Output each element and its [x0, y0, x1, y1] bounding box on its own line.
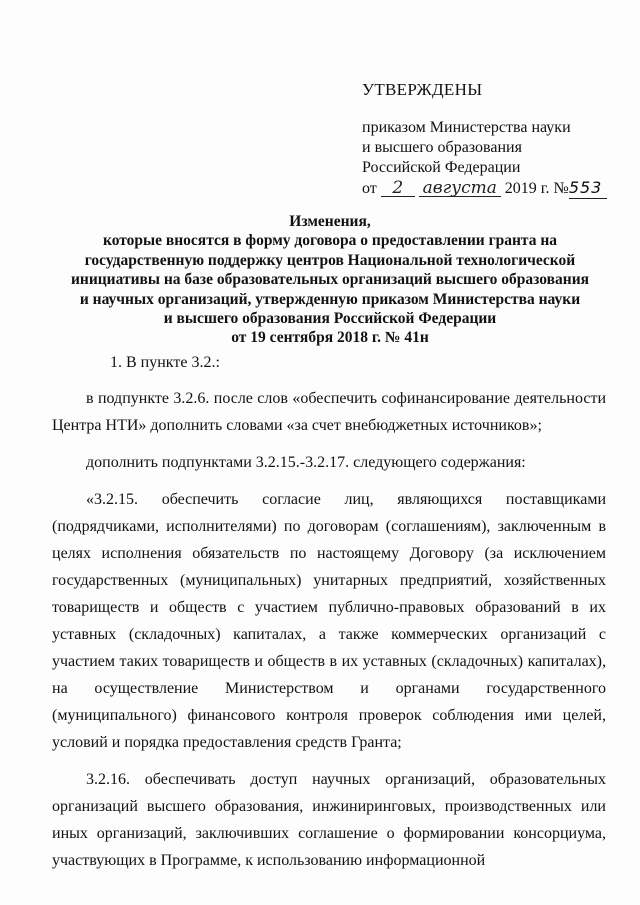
- approval-date-prefix: от: [362, 180, 377, 197]
- heading-line-7: от 19 сентября 2018 г. № 41н: [231, 329, 429, 347]
- heading-line-4: инициативы на базе образовательных организаций высшего образования: [70, 271, 590, 289]
- paragraph-subclause-3-2-6: в подпункте 3.2.6. после слов «обеспечить софинансирование деятельности Центра НТИ» дополнить словами «за счет внебюджетных источников»;: [52, 390, 606, 434]
- approval-stamp: [362, 80, 612, 199]
- document-body: [52, 349, 606, 874]
- approval-date-line: [362, 178, 612, 199]
- paragraph-subclause-3-2-15: «3.2.15. обеспечить согласие лиц, являющихся поставщиками (подрядчиками, исполнителями) по договорам (соглашениям), заключенным в целях исполнения обязательств по настоящему Договору (за исключением государственных (муниципальных) унитарных предприятий, хозяйственных товариществ и обществ с участием публично-правовых образований в их уставных (складочных) капиталах, а также коммерческих организаций с участием таких товариществ и обществ в их уставных (складочных) капиталах), на осуществление Министерством и органами государственного (муниципального) финансового контроля проверок соблюдения ими целей, условий и порядка предоставления средств Гранта;: [52, 491, 606, 751]
- list-item-1: 1. В пункте 3.2.:: [110, 354, 220, 371]
- paragraph-add-subclauses: дополнить подпунктами 3.2.15.-3.2.17. следующего содержания:: [86, 454, 526, 471]
- approval-line-3: Российской Федерации: [362, 159, 521, 176]
- approval-line-2: и высшего образования: [362, 139, 522, 156]
- heading-line-5: и научных организаций, утвержденную приказом Министерства науки: [79, 290, 581, 308]
- heading-line-3: государственную поддержку центров Национальной технологической: [84, 251, 576, 269]
- approval-number-handwritten: 553: [569, 178, 607, 199]
- approval-year: 2019 г. №: [504, 180, 569, 197]
- heading-line-2: которые вносятся в форму договора о предоставлении гранта на: [102, 232, 558, 250]
- approval-day-handwritten: 2: [381, 180, 415, 197]
- document-heading: [70, 212, 590, 348]
- approval-line-1: приказом Министерства науки: [362, 119, 571, 136]
- approval-month-handwritten: августа: [419, 180, 501, 197]
- approval-title: УТВЕРЖДЕНЫ: [362, 80, 483, 99]
- heading-line-1: Изменения,: [289, 213, 371, 230]
- paragraph-subclause-3-2-16: 3.2.16. обеспечивать доступ научных организаций, образовательных организаций высшего образования, инжиниринговых, производственных или иных организаций, заключивших соглашение о формировании консорциума, участвующих в Программе, к использованию информационной: [52, 771, 606, 869]
- heading-line-6: и высшего образования Российской Федерации: [163, 310, 497, 328]
